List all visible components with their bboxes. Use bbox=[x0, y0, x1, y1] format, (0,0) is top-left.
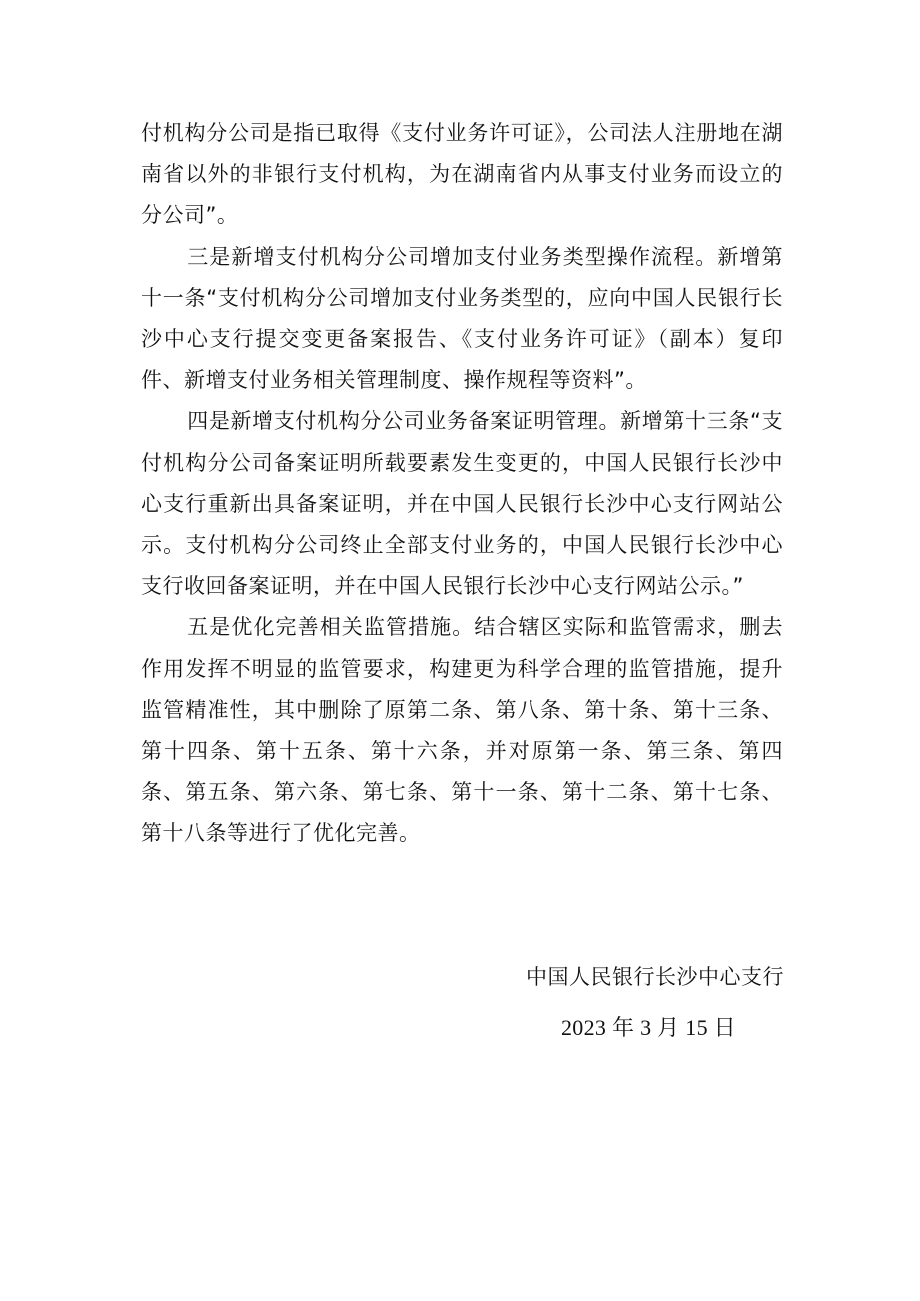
signature-organization: 中国人民银行长沙中心支行 bbox=[526, 965, 784, 989]
document-body bbox=[141, 113, 783, 855]
paragraph-continuation: 付机构分公司是指已取得《支付业务许可证》，公司法人注册地在湖南省以外的非银行支付机构，为在湖南省内从事支付业务而设立的分公司”。 bbox=[141, 121, 783, 228]
paragraph-item-five: 五是优化完善相关监管措施。结合辖区实际和监管需求，删去作用发挥不明显的监管要求，构建更为科学合理的监管措施，提升监管精准性，其中删除了原第二条、第八条、第十条、第十三条、第十四条、第十五条、第十六条，并对原第一条、第三条、第四条、第五条、第六条、第七条、第十一条、第十二条、第十七条、第十八条等进行了优化完善。 bbox=[141, 615, 783, 846]
paragraph-item-four: 四是新增支付机构分公司业务备案证明管理。新增第十三条“支付机构分公司备案证明所载要素发生变更的，中国人民银行长沙中心支行重新出具备案证明，并在中国人民银行长沙中心支行网站公示。支付机构分公司终止全部支付业务的，中国人民银行长沙中心支行收回备案证明，并在中国人民银行长沙中心支行网站公示。” bbox=[141, 409, 783, 599]
paragraph-item-three: 三是新增支付机构分公司增加支付业务类型操作流程。新增第十一条“支付机构分公司增加支付业务类型的，应向中国人民银行长沙中心支行提交变更备案报告、《支付业务许可证》（副本）复印件、新增支付业务相关管理制度、操作规程等资料”。 bbox=[141, 244, 783, 393]
signature-date: 2023 年 3 月 15 日 bbox=[560, 1015, 736, 1040]
